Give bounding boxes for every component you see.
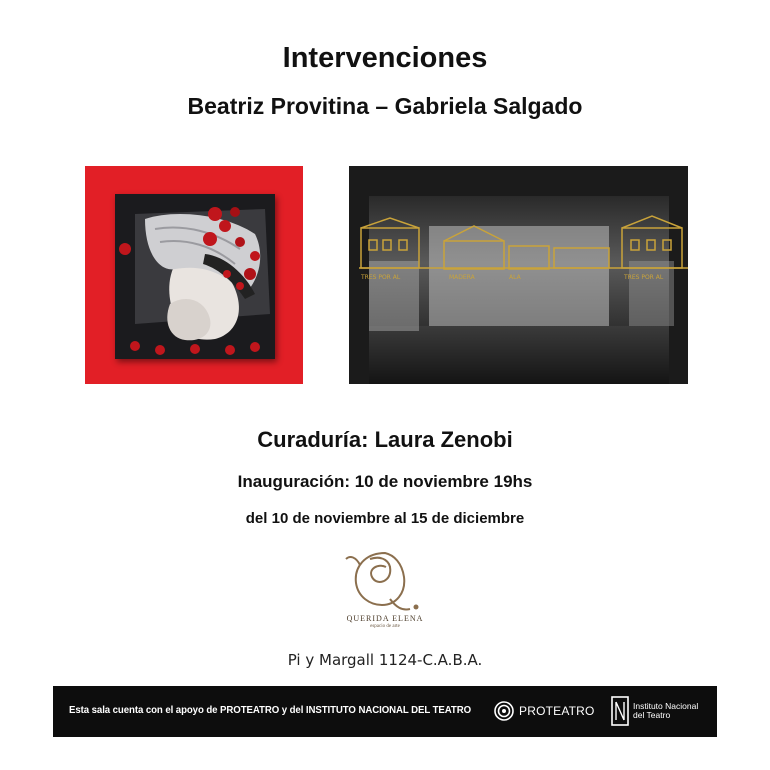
int-label-line1: Instituto Nacional bbox=[633, 701, 699, 711]
stage-label-1: TRES POR AL bbox=[361, 274, 401, 281]
stage-label-4: TRES POR AL bbox=[624, 274, 664, 281]
int-icon bbox=[611, 696, 629, 726]
stage-label-2: MADERA bbox=[449, 274, 475, 281]
artwork-canvas bbox=[115, 194, 275, 359]
artwork-stage bbox=[349, 166, 688, 384]
int-label-line2: del Teatro bbox=[633, 710, 671, 720]
dates-line: del 10 de noviembre al 15 de diciembre bbox=[245, 510, 525, 527]
logo-monogram-icon bbox=[330, 545, 440, 615]
proteatro-icon bbox=[493, 700, 515, 722]
logo-subtitle: espacio de arte bbox=[370, 624, 400, 629]
venue-address: Pi y Margall 1124-C.A.B.A. bbox=[287, 651, 483, 669]
sponsor-footer bbox=[53, 686, 717, 737]
support-text: Esta sala cuenta con el apoyo de PROTEATRO y del INSTITUTO NACIONAL DEL TEATRO bbox=[69, 704, 472, 716]
exhibition-title: Intervenciones bbox=[282, 42, 488, 74]
proteatro-logo bbox=[493, 699, 595, 723]
artists-names: Beatriz Provitina – Gabriela Salgado bbox=[187, 93, 583, 119]
int-logo bbox=[611, 695, 713, 727]
opening-line: Inauguración: 10 de noviembre 19hs bbox=[237, 472, 533, 491]
artwork-figure bbox=[115, 194, 275, 359]
artwork-salgado bbox=[349, 166, 688, 384]
stage-label-3: ALA bbox=[509, 274, 521, 281]
artwork-provitina bbox=[85, 166, 303, 384]
proteatro-label: PROTEATRO bbox=[519, 704, 595, 718]
curator-line: Curaduría: Laura Zenobi bbox=[257, 427, 513, 452]
logo-name: QUERIDA ELENA bbox=[346, 614, 424, 623]
